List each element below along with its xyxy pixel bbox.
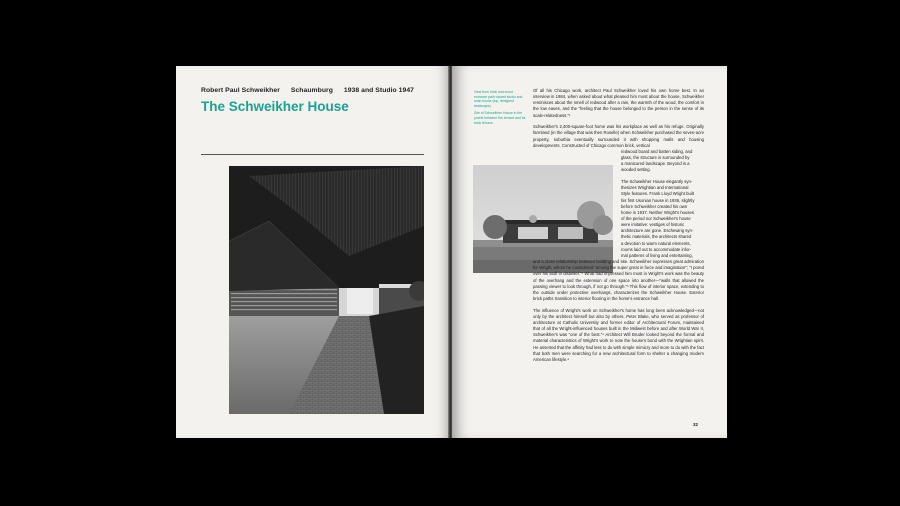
- page-number: 32: [693, 422, 699, 427]
- left-page: [176, 66, 449, 438]
- caption-1: View from brick and wood entrance path toward studio and main house (top, designed landscape).: [474, 90, 523, 108]
- text-line: wooded setting.: [621, 167, 651, 173]
- paragraph-2-continued: [621, 149, 704, 174]
- right-page: [452, 66, 727, 438]
- text-line: glass, the structure is surrounded by: [621, 155, 690, 161]
- paragraph-2: Schweikher's 2,400-square-foot home was his workplace as well as his refuge. Originally farmland (in the village that was then Roselle) when Schweikher purchased the seven-acre property, suburbia eventually surrounded it with shopping malls and housing developments. Constructed of Chicago common brick, vertical: [533, 124, 704, 148]
- text-line: Style features. Frank Lloyd Wright built: [621, 191, 694, 197]
- text-line: The Schweikher House elegantly syn-: [621, 179, 693, 185]
- page-header: [201, 87, 423, 94]
- header-author: Robert Paul Schweikher: [201, 87, 280, 94]
- text-line: before Schweikher created his own: [621, 203, 688, 209]
- open-book: [176, 66, 727, 440]
- text-line: thetic materials, the architects shared: [621, 234, 692, 240]
- text-line: a manicured landscape. Beyond is a: [621, 161, 690, 167]
- text-line: of the period nor Schweikher's house: [621, 215, 691, 221]
- text-line: a devotion to warm natural elements,: [621, 240, 691, 246]
- paragraph-3: [621, 179, 704, 259]
- text-line: thesizes Wrightian and International: [621, 185, 689, 191]
- caption-2: Site of Schweikher House in the prairie between the terrace and its brick terrace.: [474, 111, 526, 125]
- paragraph-1: Of all his Chicago work, architect Paul Schweikher loved his own home best. In an interview in 1984, when asked about what pleased him most about the house, Schweikher reminisces about the smell of redwood after a rain, the warmth of the wood, the comfort in the low eaves, and the "feeling that the house belonged to the person in the sense of its scale-relatedness."¹: [533, 88, 704, 118]
- page-title: The Schweikher House: [201, 99, 349, 114]
- photo-caption: [474, 90, 526, 128]
- header-location: Schaumburg: [290, 87, 333, 94]
- text-line: rooms laid out to accommodate infor-: [621, 246, 692, 252]
- text-line: redwood board and batten siding, and: [621, 148, 693, 154]
- house-overhang-photo: [229, 166, 424, 414]
- article-body: [533, 88, 704, 369]
- paragraph-3-continued: and a close relationship between building and site. Schweikher expresses great admiration for Wright, whom he considered "among the super great in force and imagination"; "I pored over his stuff in disbelief."² What had impressed him most in Wright's work was the beauty of the overhang and the extension of one space into another—"walls that allowed the passing viewer to look through, if not go through."³ This flow of interior space, extending to the outside under protective overhangs, characterizes the Schweikher House. Exterior brick paths transition to interior flooring in the home's entrance hall.: [533, 259, 704, 301]
- text-line: mal patterns of living and entertaining,: [621, 252, 693, 258]
- text-line: architecture are gone. Eschewing syn-: [621, 228, 694, 234]
- text-line: his first Usonian house in 1936, slightly: [621, 197, 695, 203]
- text-line: home in 1937. Neither Wright's houses: [621, 209, 695, 215]
- text-line: were imitative: vestiges of historic: [621, 222, 685, 228]
- divider-rule: [201, 154, 424, 155]
- paragraph-4: The influence of Wright's work on Schweikher's home has long been acknowledged—not only by the architect himself but also by others. Peter Blake, who served as professor of architecture at Catholic University and former editor of Architectural Forum, maintained that of all the Wright-influenced houses built in the Midwest before and after World War II, Schweikher's was "one of the best."⁴ Architect Will Bruder looked beyond the formal and material characteristics of Wright's work to note the house's bond with the Wrightian spirit. He asserted that the affinity had less to do with simple mimicry and more to do with the fact that both men were searching for a new architectural form to shelter a changing modern American lifestyle.⁵: [533, 307, 704, 362]
- header-dates: 1938 and Studio 1947: [343, 87, 415, 94]
